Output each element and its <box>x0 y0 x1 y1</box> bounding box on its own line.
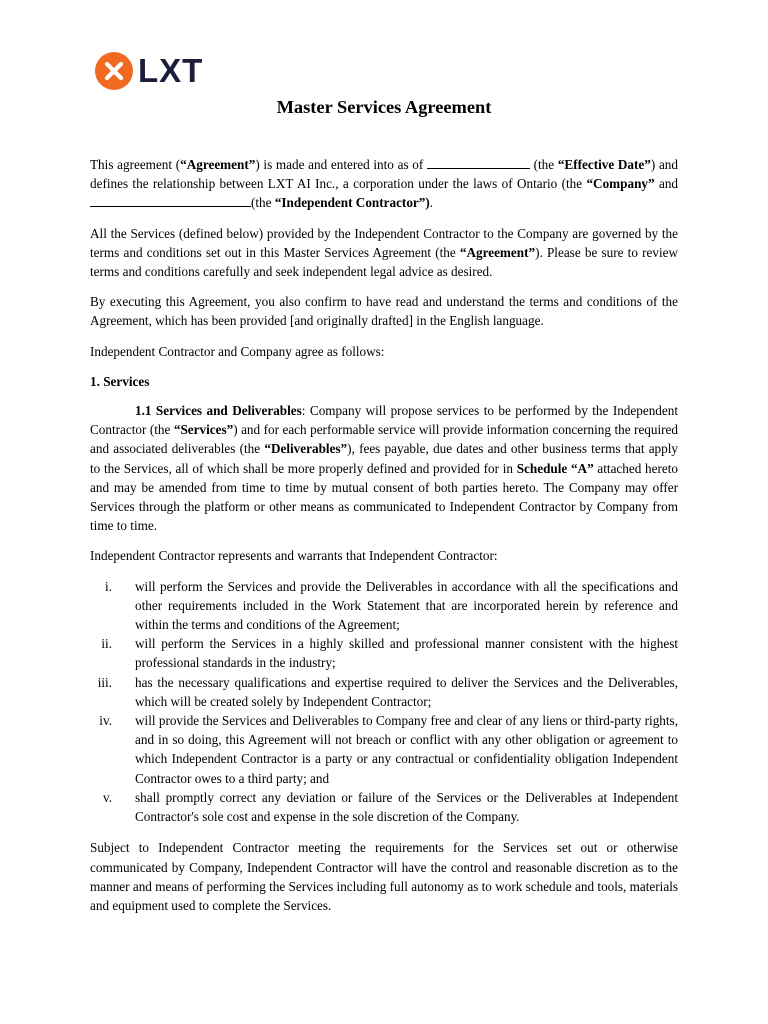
governing-paragraph: All the Services (defined below) provided by the Independent Contractor to the Company are governed by the terms and conditions set out in this Master Services Agreement (the “Agreement”). Please be sure to review terms and conditions carefully and seek independent legal advice as desired. <box>90 225 678 280</box>
logo-text: LXT <box>138 52 204 89</box>
list-item: ii. will perform the Services in a highly skilled and professional manner consistent with the highest professional standards in the industry; <box>101 636 678 671</box>
list-item: v. shall promptly correct any deviation or failure of the Services or the Deliverables at Independent Contractor's sole cost and expense in the sole discretion of the Company. <box>102 789 678 825</box>
section-heading-services: 1. Services <box>90 373 150 389</box>
warranties-list <box>90 577 678 827</box>
list-item: iv. will provide the Services and Deliverables to Company free and clear of any liens or third-party rights, and in so doing, this Agreement will not breach or conflict with any other obligation or agreement to which Independent Contractor is a party or any contractual or confidentiality obligation Independent Contractor owes to a third party; and <box>99 713 678 786</box>
document-body <box>90 95 678 926</box>
warrants-paragraph: Independent Contractor represents and warrants that Independent Contractor: <box>90 548 498 564</box>
subject-paragraph: Subject to Independent Contractor meeting the requirements for the Services set out or otherwise communicated by Company, Independent Contractor will have the control and reasonable discretion as to the manner and means of performing the Services including full autonomy as to work schedule and tools, materials and equipment used to complete the Services. <box>90 840 678 913</box>
agree-paragraph: Independent Contractor and Company agree as follows: <box>90 343 385 359</box>
x-mark-icon <box>95 52 133 90</box>
executing-paragraph: By executing this Agreement, you also confirm to have read and understand the terms and conditions of the Agreement, which has been provided [and originally drafted] in the English language. <box>90 294 678 329</box>
lxt-logo <box>95 52 203 90</box>
list-item: iii. has the necessary qualifications and expertise required to deliver the Services and the Deliverables, which will be created solely by Independent Contractor; <box>97 674 678 709</box>
document-title: Master Services Agreement <box>276 97 492 117</box>
contractor-name-blank <box>90 195 251 207</box>
intro-paragraph: This agreement (“Agreement”) is made and entered into as of (the “Effective Date”) and defines the relationship between LXT AI Inc., a corporation under the laws of Ontario (the “Company” and (the “Independent Contractor”). <box>90 157 679 211</box>
effective-date-blank <box>427 157 530 169</box>
list-item: i. will perform the Services and provide the Deliverables in accordance with all the specifications and other requirements included in the Work Statement that are incorporated herein by reference and within the terms and conditions of the Agreement; <box>105 578 678 633</box>
clause-1-1: 1.1 Services and Deliverables: Company will propose services to be performed by the Independent Contractor (the “Services”) and for each performable service will provide information concerning the required and associated deliverables (the “Deliverables”), fees payable, due dates and other business terms that apply to the Services, all of which shall be more properly defined and provided for in Schedule “A” attached hereto and may be amended from time to time by mutual consent of both parties hereto. The Company may offer Services through the platform or other means as communicated to Independent Contractor by Company from time to time. <box>90 403 679 534</box>
